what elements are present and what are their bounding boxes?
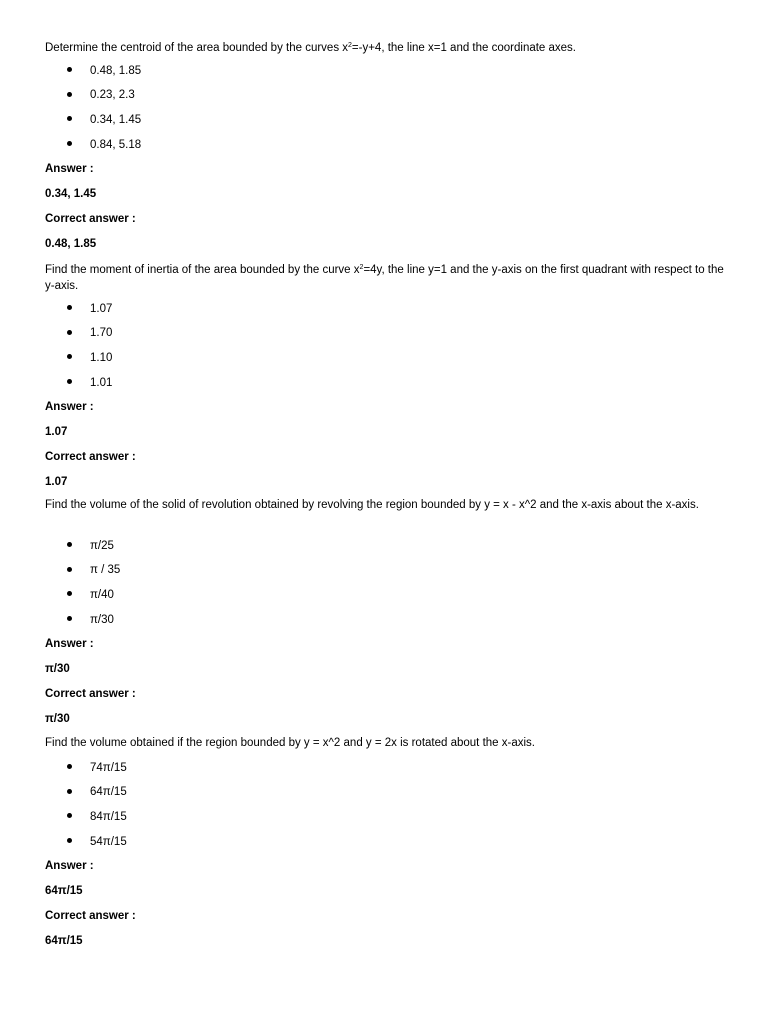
bullet-icon (67, 354, 72, 359)
option-3: 1.10 (45, 341, 735, 366)
bullet-icon (67, 567, 72, 572)
question-text: Determine the centroid of the area bounded by the curves $x^2=-y+4$, the line x=1 and the coordinate axes. (45, 42, 577, 54)
bullet-icon (67, 67, 72, 72)
answer-label: Answer : (45, 860, 94, 873)
correct-answer-value: 64π/15 (45, 934, 83, 947)
bullet-icon (67, 141, 72, 146)
bullet-icon (67, 305, 72, 310)
question-text: Find the volume of the solid of revolution obtained by revolving the region bounded by y = x - x^2 and the x-axis about the x-axis. (45, 499, 699, 511)
option-1: 1.07 (45, 292, 735, 317)
answer-value: 64π/15 (45, 885, 83, 898)
option-3: 0.34, 1.45 (45, 103, 735, 128)
option-4: π/30 (45, 603, 735, 628)
option-4: 0.84, 5.18 (45, 128, 735, 153)
option-3: π/40 (45, 578, 735, 603)
option-2: π / 35 (45, 554, 735, 579)
bullet-icon (67, 616, 72, 621)
correct-answer-value: 1.07 (45, 475, 68, 488)
bullet-icon (67, 591, 72, 596)
option-2: 1.70 (45, 317, 735, 342)
answer-value: π/30 (45, 663, 70, 676)
correct-answer-value: 0.48, 1.85 (45, 237, 97, 250)
bullet-icon (67, 330, 72, 335)
options-list (45, 54, 735, 153)
option-3: 84π/15 (45, 800, 735, 825)
question-text: Find the moment of inertia of the area bounded by the curve $x^2=4y$, the line y=1 and the y-axis on the first quadrant with respect to the y-axis. (45, 264, 724, 292)
option-1: π/25 (45, 529, 735, 554)
bullet-icon (67, 92, 72, 97)
bullet-icon (67, 542, 72, 547)
bullet-icon (67, 116, 72, 121)
option-2: 64π/15 (45, 776, 735, 801)
answer-label: Answer : (45, 401, 94, 414)
bullet-icon (67, 764, 72, 769)
question-3 (45, 497, 735, 727)
option-4: 54π/15 (45, 825, 735, 850)
question-text: Find the volume obtained if the region bounded by y = x^2 and y = 2x is rotated about the x-axis. (45, 737, 535, 749)
option-1: 0.48, 1.85 (45, 54, 735, 79)
options-list (45, 751, 735, 850)
option-1: 74π/15 (45, 751, 735, 776)
answer-value: 1.07 (45, 426, 68, 439)
correct-answer-label: Correct answer : (45, 687, 136, 700)
answer-label: Answer : (45, 638, 94, 651)
correct-answer-value: π/30 (45, 712, 70, 725)
options-list (45, 292, 735, 391)
bullet-icon (67, 813, 72, 818)
question-4 (45, 735, 735, 949)
question-2 (45, 260, 735, 490)
bullet-icon (67, 789, 72, 794)
answer-value: 0.34, 1.45 (45, 188, 97, 201)
correct-answer-label: Correct answer : (45, 212, 136, 225)
correct-answer-label: Correct answer : (45, 450, 136, 463)
options-list (45, 529, 735, 628)
answer-label: Answer : (45, 163, 94, 176)
bullet-icon (67, 379, 72, 384)
option-4: 1.01 (45, 366, 735, 391)
question-1 (45, 38, 735, 252)
bullet-icon (67, 838, 72, 843)
option-2: 0.23, 2.3 (45, 79, 735, 104)
correct-answer-label: Correct answer : (45, 909, 136, 922)
